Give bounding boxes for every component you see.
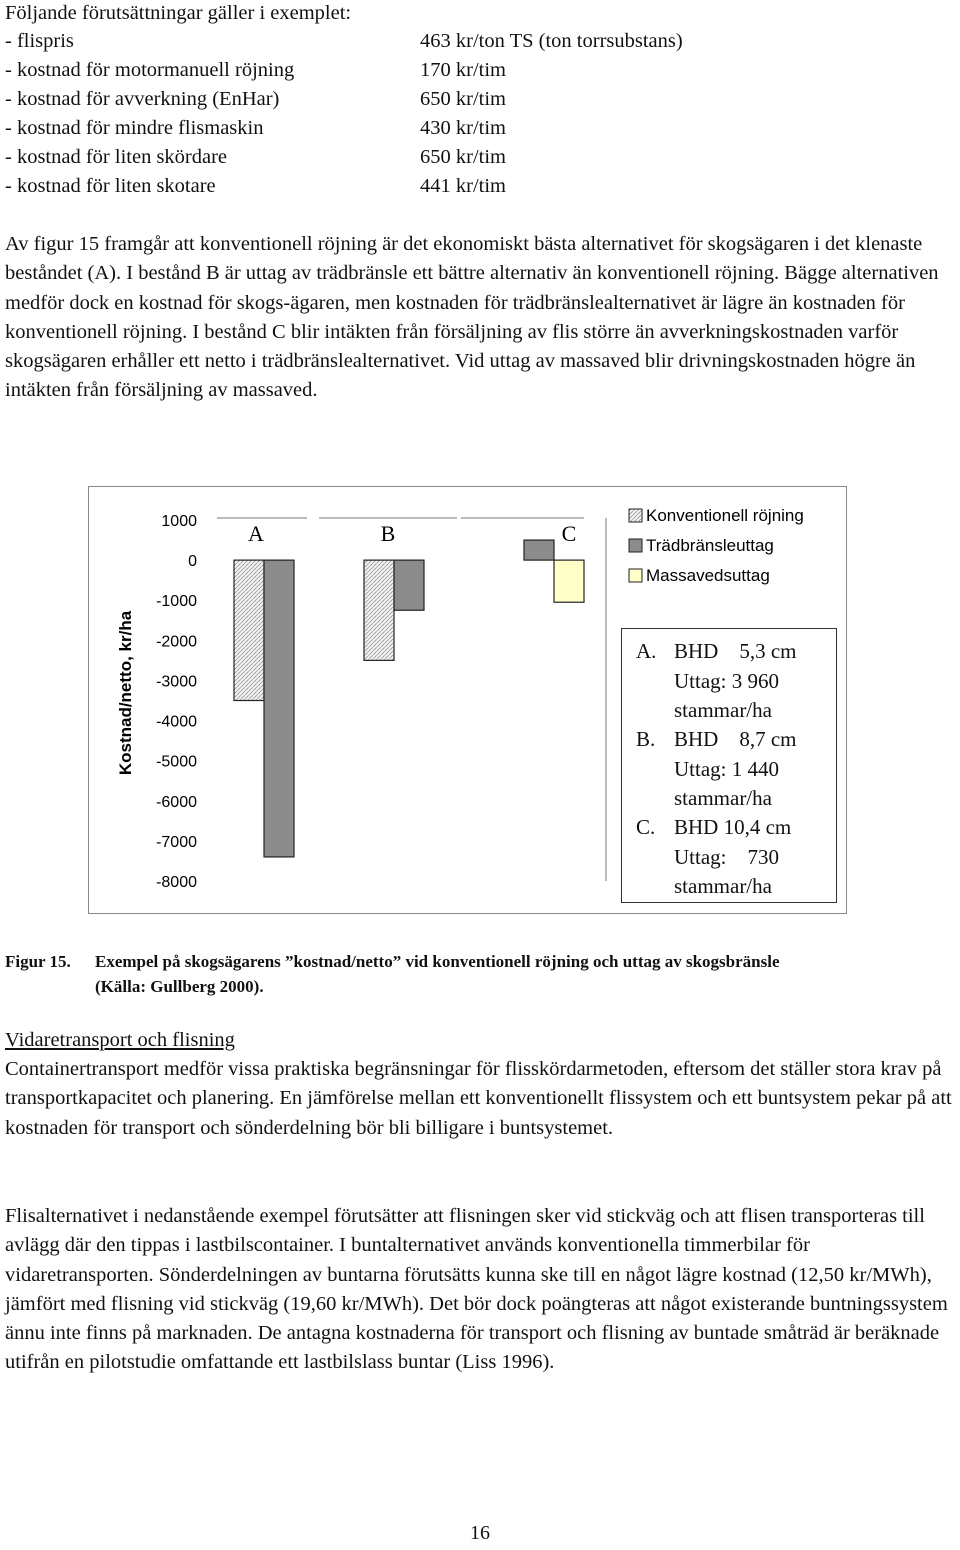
cost-value: 463 kr/ton TS (ton torrsubstans) bbox=[420, 30, 683, 52]
bar-a-0 bbox=[234, 560, 264, 700]
figure-caption bbox=[5, 949, 960, 999]
y-tick-label: -2000 bbox=[156, 633, 197, 651]
stand-letter: C. bbox=[636, 815, 656, 839]
cost-value: 650 kr/tim bbox=[420, 146, 506, 168]
stand-bhd: BHD 5,3 cm bbox=[674, 639, 797, 663]
y-tick-label: -6000 bbox=[156, 793, 197, 811]
y-axis-title: Kostnad/netto, kr/ha bbox=[116, 610, 135, 776]
cost-value: 441 kr/tim bbox=[420, 175, 506, 197]
section-heading: Vidaretransport och flisning bbox=[5, 1029, 235, 1051]
legend bbox=[629, 506, 804, 585]
legend-swatch bbox=[629, 539, 642, 552]
caption-label: Figur 15. bbox=[5, 952, 71, 971]
y-tick-label: 0 bbox=[188, 553, 197, 571]
bar-c-1 bbox=[524, 540, 554, 560]
y-tick-label: -5000 bbox=[156, 753, 197, 771]
legend-swatch bbox=[629, 509, 642, 522]
stand-unit: stammar/ha bbox=[674, 786, 772, 810]
bar-c-2 bbox=[554, 560, 584, 602]
paragraph-transport: Containertransport medför vissa praktiska begränsningar för flisskördarmetoden, eftersom det ställer stora krav på transportkapacitet och planering. En jämförelse mellan ett konventionellt flissystem och ett buntsystem pekar på att kostnaden för transport och sönderdelning bör bli billigare i buntsystemet. bbox=[5, 1058, 952, 1139]
stand-uttag: Uttag: 730 bbox=[674, 844, 779, 869]
cost-label: - kostnad för liten skotare bbox=[5, 175, 216, 197]
legend-label: Massavedsuttag bbox=[646, 566, 770, 585]
stand-info-a bbox=[636, 637, 797, 726]
caption-source: (Källa: Gullberg 2000). bbox=[95, 977, 264, 996]
cost-row bbox=[5, 114, 765, 143]
stand-unit: stammar/ha bbox=[674, 698, 772, 722]
cost-row bbox=[5, 143, 765, 172]
cost-label: - kostnad för avverkning (EnHar) bbox=[5, 88, 280, 110]
legend-label: Konventionell röjning bbox=[646, 506, 804, 525]
cost-value: 650 kr/tim bbox=[420, 88, 506, 110]
stand-letter: A. bbox=[636, 639, 657, 663]
intro-line: Följande förutsättningar gäller i exemplet: bbox=[5, 2, 352, 24]
y-tick-label: -4000 bbox=[156, 713, 197, 731]
y-tick-labels bbox=[156, 513, 197, 891]
stand-bhd: BHD 10,4 cm bbox=[674, 815, 792, 839]
stand-bhd: BHD 8,7 cm bbox=[674, 727, 797, 751]
stand-uttag: Uttag: 3 960 bbox=[674, 668, 779, 693]
stand-unit: stammar/ha bbox=[674, 874, 772, 898]
legend-label: Trädbränsleuttag bbox=[646, 536, 774, 555]
paragraph-flis-alternative: Flisalternativet i nedanstående exempel förutsätter att flisningen sker vid stickväg och att flisen transporteras till avlägg där den tippas i lastbilscontainer. I buntalternativet används konventionella timmerbilar för vidaretransporten. Sönderdelningen av buntarna förutsätts kunna ske till en något lägre kostnad (12,50 kr/MWh), jämfört med flisning vid stickväg (19,60 kr/MWh). Det bör dock poängteras att något existerande buntningssystem ännu inte finns på marknaden. De antagna kostnaderna för transport och flisning av buntade småträd är beräknade utifrån en pilotstudie omfattande ett lastbilslass buntar (Liss 1996). bbox=[5, 1205, 948, 1374]
stand-uttag: Uttag: 1 440 bbox=[674, 756, 779, 781]
cost-label: - kostnad för motormanuell röjning bbox=[5, 59, 295, 81]
stand-info-box bbox=[621, 628, 837, 903]
group-label: A bbox=[248, 521, 264, 546]
cost-row bbox=[5, 85, 765, 114]
paragraph-figure-discussion: Av figur 15 framgår att konventionell röjning är det ekonomiskt bästa alternativet för skogsägaren i det klenaste beståndet (A). I bestånd B är uttag av trädbränsle ett bättre alternativ än konventionell röjning. Bägge alternativen medför dock en kostnad för skogs-ägaren, men kostnaden för trädbränslealternativet är lägre än kostnaden för konventionell röjning. I bestånd C blir intäkten från försäljning av flis större än avverkningskostnaden varför skogsägaren erhåller ett netto i trädbränslealternativet. Vid uttag av massaved blir drivningskostnaden högre än intäkten från försäljning av massaved. bbox=[5, 233, 939, 402]
cost-row bbox=[5, 172, 765, 201]
cost-label: - kostnad för mindre flismaskin bbox=[5, 117, 264, 139]
stand-info-c bbox=[636, 813, 791, 902]
y-tick-label: -7000 bbox=[156, 833, 197, 851]
stand-info-b bbox=[636, 725, 797, 814]
bar-b-0 bbox=[364, 560, 394, 660]
y-tick-label: -3000 bbox=[156, 673, 197, 691]
page-number: 16 bbox=[470, 1522, 490, 1544]
cost-list bbox=[5, 27, 765, 201]
bar-a-1 bbox=[264, 560, 294, 857]
group-label: C bbox=[561, 521, 577, 546]
y-tick-label: -1000 bbox=[156, 593, 197, 611]
stand-letter: B. bbox=[636, 727, 656, 751]
y-tick-label: -8000 bbox=[156, 874, 197, 891]
cost-value: 170 kr/tim bbox=[420, 59, 506, 81]
cost-row bbox=[5, 56, 765, 85]
caption-text: Exempel på skogsägarens ”kostnad/netto” vid konventionell röjning och uttag av skogsbränsle bbox=[95, 952, 780, 971]
y-tick-label: 1000 bbox=[161, 513, 197, 530]
legend-swatch bbox=[629, 569, 642, 582]
bar-b-1 bbox=[394, 560, 424, 610]
cost-label: - flispris bbox=[5, 30, 74, 52]
group-label: B bbox=[380, 521, 396, 546]
cost-value: 430 kr/tim bbox=[420, 117, 506, 139]
cost-label: - kostnad för liten skördare bbox=[5, 146, 228, 168]
cost-row bbox=[5, 27, 765, 56]
bars bbox=[234, 540, 584, 857]
